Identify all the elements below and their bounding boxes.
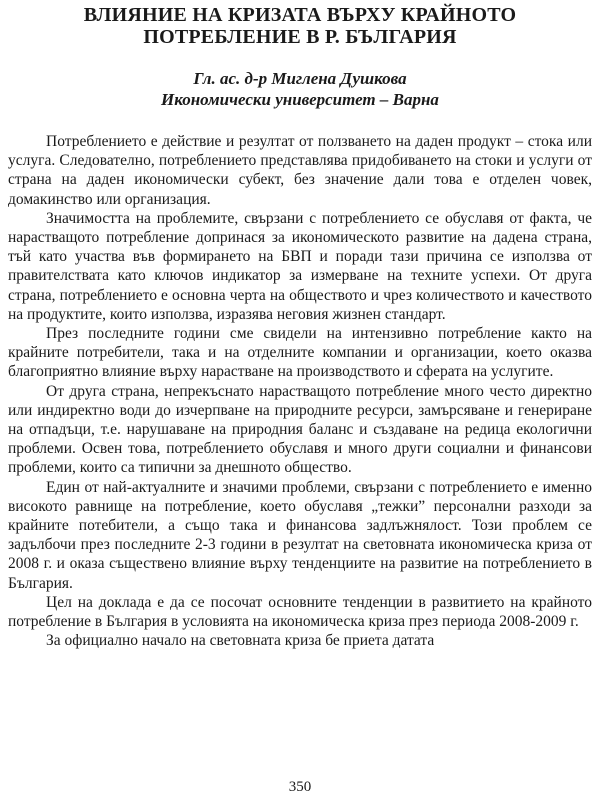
page-number: 350 [288, 779, 312, 795]
title-line-2: ПОТРЕБЛЕНИЕ В Р. БЪЛГАРИЯ [143, 26, 457, 48]
paragraph: Цел на доклада е да се посочат основните тенденции в развитието на крайното потребление в България в условията на икономическа криза през периода 2008-2009 г. [8, 593, 592, 631]
paragraph: За официално начало на световната криза бе приета датата [46, 632, 435, 650]
title-line-1: ВЛИЯНИЕ НА КРИЗАТА ВЪРХУ КРАЙНОТО [83, 4, 517, 26]
author-name: Гл. ас. д-р Миглена Душкова [193, 69, 407, 88]
paragraph: Потреблението е действие и резултат от ползването на даден продукт – стока или услуга. Следователно, потреблението представлява придобиването на стоки и услуги от страна на даден икономически субект, без значение дали това е отделен човек, домакинство или организация. [8, 133, 592, 208]
paragraph: От друга страна, непрекъснато нарастващото потребление много често директно или индиректно води до изчерпване на природните ресурси, замърсяване и генериране на отпадъци, т.е. нарушаване на природния баланс и създаване на редица екологични проблеми. Освен това, потреблението обуславя и много други социални и финансови проблеми, които са типични за днешното общество. [8, 382, 592, 477]
body-text [8, 132, 592, 650]
author-affiliation: Икономически университет – Варна [161, 90, 439, 109]
paragraph: Значимостта на проблемите, свързани с потреблението се обуславя от факта, че нарастващото потребление допринася за икономическото развитие на дадена страна, тъй като участва във формирането на БВП и поради тази причина се използва от правителствата като ключов индикатор за измерване на техните успехи. От друга страна, потреблението е основна черта на обществото и чрез количеството и качеството на продуктите, които използва, изразява неговия жизнен стандарт. [8, 209, 592, 323]
paragraph: През последните години сме свидели на интензивно потребление както на крайните потребители, така и на отделните компании и организации, което оказва благоприятно влияние върху нарастване на производството и сферата на услугите. [8, 325, 592, 381]
paper-title [8, 4, 592, 48]
paragraph: Един от най-актуалните и значими проблеми, свързани с потреблението е именно високото равнище на потребление, което обуславя „тежки” персонални разходи за крайните потебители, а също така и финансова задлъжнялост. Този проблем се задълбочи през последните 2-3 години в резултат на световната икономическа криза от 2008 г. и оказа съществено влияние върху тенденциите на развитие на потреблението в България. [8, 478, 592, 592]
